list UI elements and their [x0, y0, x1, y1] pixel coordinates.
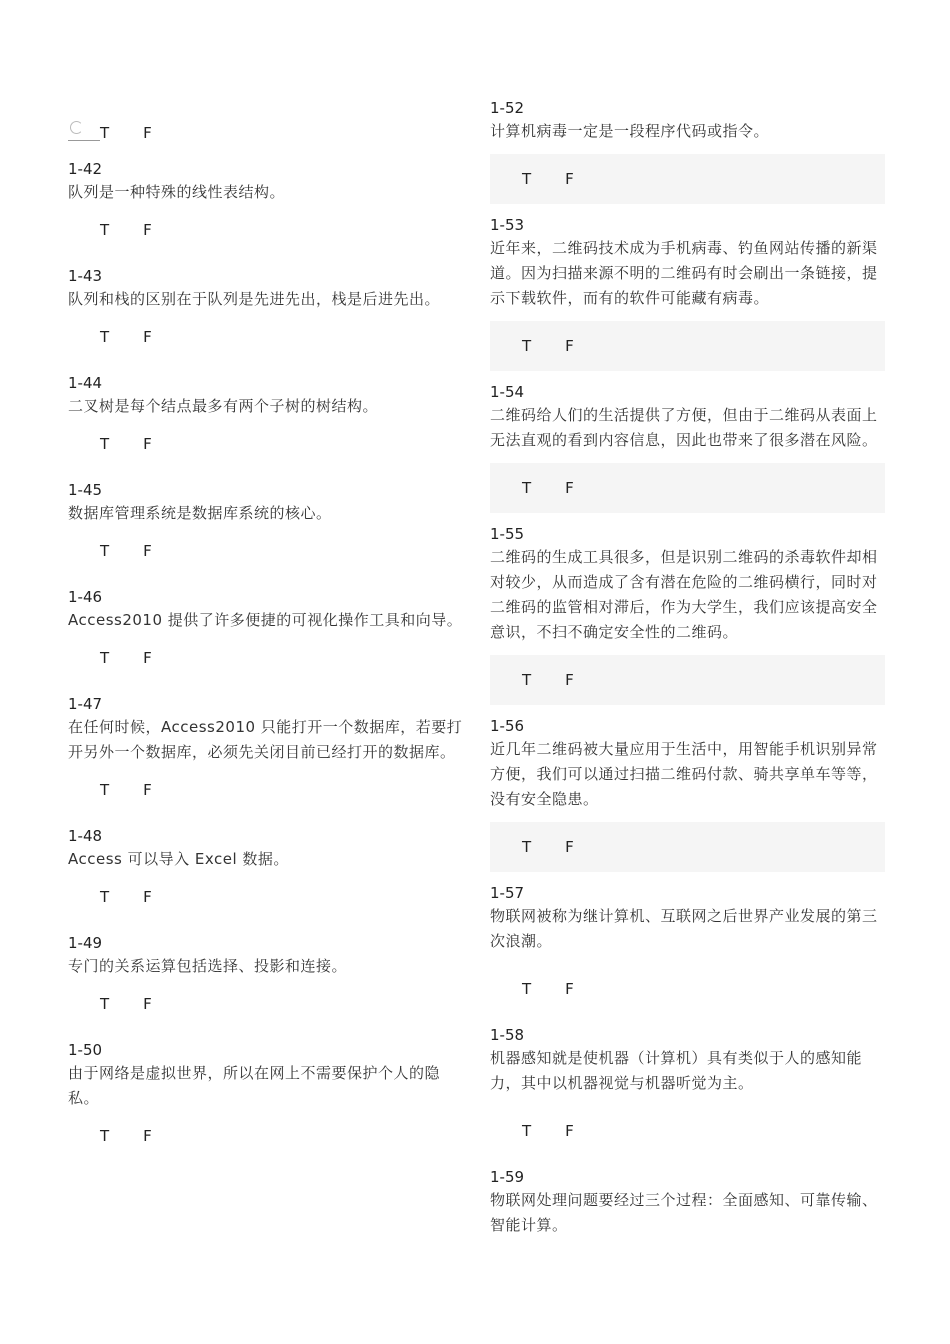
- answer-options: [68, 205, 463, 255]
- option-false[interactable]: F: [565, 479, 574, 497]
- question-number: 1-56: [490, 717, 525, 735]
- question-text: Access2010 提供了许多便捷的可视化操作工具和向导。: [68, 611, 463, 629]
- option-false[interactable]: F: [143, 221, 152, 239]
- question-1-48: [68, 825, 463, 932]
- answer-options: [68, 979, 463, 1029]
- question-number: 1-53: [490, 216, 525, 234]
- question-1-55: [490, 523, 885, 715]
- answer-options: [490, 154, 885, 204]
- option-false[interactable]: F: [565, 1122, 574, 1140]
- answer-options-prev: [68, 118, 463, 148]
- question-number: 1-55: [490, 525, 525, 543]
- question-text: 计算机病毒一定是一段程序代码或指令。: [490, 122, 770, 140]
- option-false[interactable]: F: [143, 995, 152, 1013]
- option-false[interactable]: F: [143, 649, 152, 667]
- answer-options: [490, 655, 885, 705]
- blank-underline: [68, 140, 100, 141]
- question-number: 1-58: [490, 1026, 525, 1044]
- option-true[interactable]: T: [100, 328, 110, 346]
- answer-options: [68, 1111, 463, 1161]
- question-number: 1-43: [68, 267, 103, 285]
- option-false[interactable]: F: [143, 542, 152, 560]
- option-true[interactable]: T: [100, 435, 110, 453]
- question-number: 1-42: [68, 160, 103, 178]
- answer-options: [68, 312, 463, 362]
- option-true[interactable]: T: [522, 980, 532, 998]
- answer-options: [490, 321, 885, 371]
- answer-options: [490, 463, 885, 513]
- option-false[interactable]: F: [143, 1127, 152, 1145]
- option-false[interactable]: F: [565, 838, 574, 856]
- question-1-46: [68, 586, 463, 693]
- question-text: 物联网被称为继计算机、互联网之后世界产业发展的第三次浪潮。: [490, 907, 878, 950]
- question-text: 近年来，二维码技术成为手机病毒、钓鱼网站传播的新渠道。因为扫描来源不明的二维码有时会刷出一条链接，提示下载软件，而有的软件可能藏有病毒。: [490, 239, 878, 307]
- question-text: 由于网络是虚拟世界，所以在网上不需要保护个人的隐私。: [68, 1064, 441, 1107]
- option-true[interactable]: T: [100, 1127, 110, 1145]
- question-text: 二叉树是每个结点最多有两个子树的树结构。: [68, 397, 379, 415]
- question-1-54: [490, 381, 885, 523]
- option-true[interactable]: T: [100, 995, 110, 1013]
- option-false[interactable]: F: [565, 980, 574, 998]
- question-text: 二维码的生成工具很多，但是识别二维码的杀毒软件却相对较少，从而造成了含有潜在危险的二维码横行，同时对二维码的监管相对滞后，作为大学生，我们应该提高安全意识，不扫不确定安全性的二维码。: [490, 548, 878, 641]
- question-1-58: [490, 1024, 885, 1166]
- answer-options: [68, 526, 463, 576]
- option-true[interactable]: T: [100, 888, 110, 906]
- question-text: 队列是一种特殊的线性表结构。: [68, 183, 286, 201]
- question-text: 物联网处理问题要经过三个过程：全面感知、可靠传输、智能计算。: [490, 1191, 878, 1234]
- option-false[interactable]: F: [143, 888, 152, 906]
- question-number: 1-48: [68, 827, 103, 845]
- answer-options: [490, 964, 885, 1014]
- question-text: 在任何时候，Access2010 只能打开一个数据库，若要打开另外一个数据库，必须先关闭目前已经打开的数据库。: [68, 718, 463, 761]
- question-text: 近几年二维码被大量应用于生活中，用智能手机识别异常方便，我们可以通过扫描二维码付款、骑共享单车等等，没有安全隐患。: [490, 740, 878, 808]
- question-1-56: [490, 715, 885, 882]
- question-text: 机器感知就是使机器（计算机）具有类似于人的感知能力，其中以机器视觉与机器听觉为主。: [490, 1049, 863, 1092]
- option-true[interactable]: T: [522, 337, 532, 355]
- question-1-44: [68, 372, 463, 479]
- option-true[interactable]: T: [522, 838, 532, 856]
- question-number: 1-45: [68, 481, 103, 499]
- question-1-42: [68, 158, 463, 265]
- question-number: 1-59: [490, 1168, 525, 1186]
- question-text: 队列和栈的区别在于队列是先进先出，栈是后进先出。: [68, 290, 441, 308]
- question-number: 1-44: [68, 374, 103, 392]
- question-number: 1-50: [68, 1041, 103, 1059]
- option-true[interactable]: T: [100, 781, 110, 799]
- option-true[interactable]: T: [522, 170, 532, 188]
- question-number: 1-49: [68, 934, 103, 952]
- option-false[interactable]: F: [143, 781, 152, 799]
- option-true[interactable]: T: [100, 221, 110, 239]
- question-1-45: [68, 479, 463, 586]
- option-true[interactable]: T: [522, 479, 532, 497]
- option-true[interactable]: T: [522, 1122, 532, 1140]
- answer-options: [490, 822, 885, 872]
- loading-spinner-icon: [70, 121, 83, 134]
- question-1-50: [68, 1039, 463, 1161]
- question-number: 1-54: [490, 383, 525, 401]
- question-text: 数据库管理系统是数据库系统的核心。: [68, 504, 332, 522]
- question-1-59: [490, 1166, 885, 1238]
- answer-options: [68, 419, 463, 469]
- question-number: 1-46: [68, 588, 103, 606]
- option-true[interactable]: T: [100, 124, 110, 142]
- answer-options: [68, 765, 463, 815]
- answer-options: [490, 1106, 885, 1156]
- option-false[interactable]: F: [143, 435, 152, 453]
- question-1-49: [68, 932, 463, 1039]
- question-text: Access 可以导入 Excel 数据。: [68, 850, 289, 868]
- question-1-57: [490, 882, 885, 1024]
- question-1-47: [68, 693, 463, 825]
- option-false[interactable]: F: [565, 170, 574, 188]
- question-number: 1-57: [490, 884, 525, 902]
- question-number: 1-52: [490, 99, 525, 117]
- question-1-43: [68, 265, 463, 372]
- question-1-52: [490, 97, 885, 214]
- option-false[interactable]: F: [565, 337, 574, 355]
- option-false[interactable]: F: [143, 328, 152, 346]
- question-text: 二维码给人们的生活提供了方便，但由于二维码从表面上无法直观的看到内容信息，因此也带来了很多潜在风险。: [490, 406, 878, 449]
- question-number: 1-47: [68, 695, 103, 713]
- option-true[interactable]: T: [100, 649, 110, 667]
- answer-options: [68, 633, 463, 683]
- left-column: [68, 118, 463, 1161]
- option-false[interactable]: F: [143, 124, 152, 142]
- option-true[interactable]: T: [522, 671, 532, 689]
- question-1-53: [490, 214, 885, 381]
- option-false[interactable]: F: [565, 671, 574, 689]
- answer-options: [68, 872, 463, 922]
- right-column: [490, 97, 885, 1238]
- option-true[interactable]: T: [100, 542, 110, 560]
- question-text: 专门的关系运算包括选择、投影和连接。: [68, 957, 348, 975]
